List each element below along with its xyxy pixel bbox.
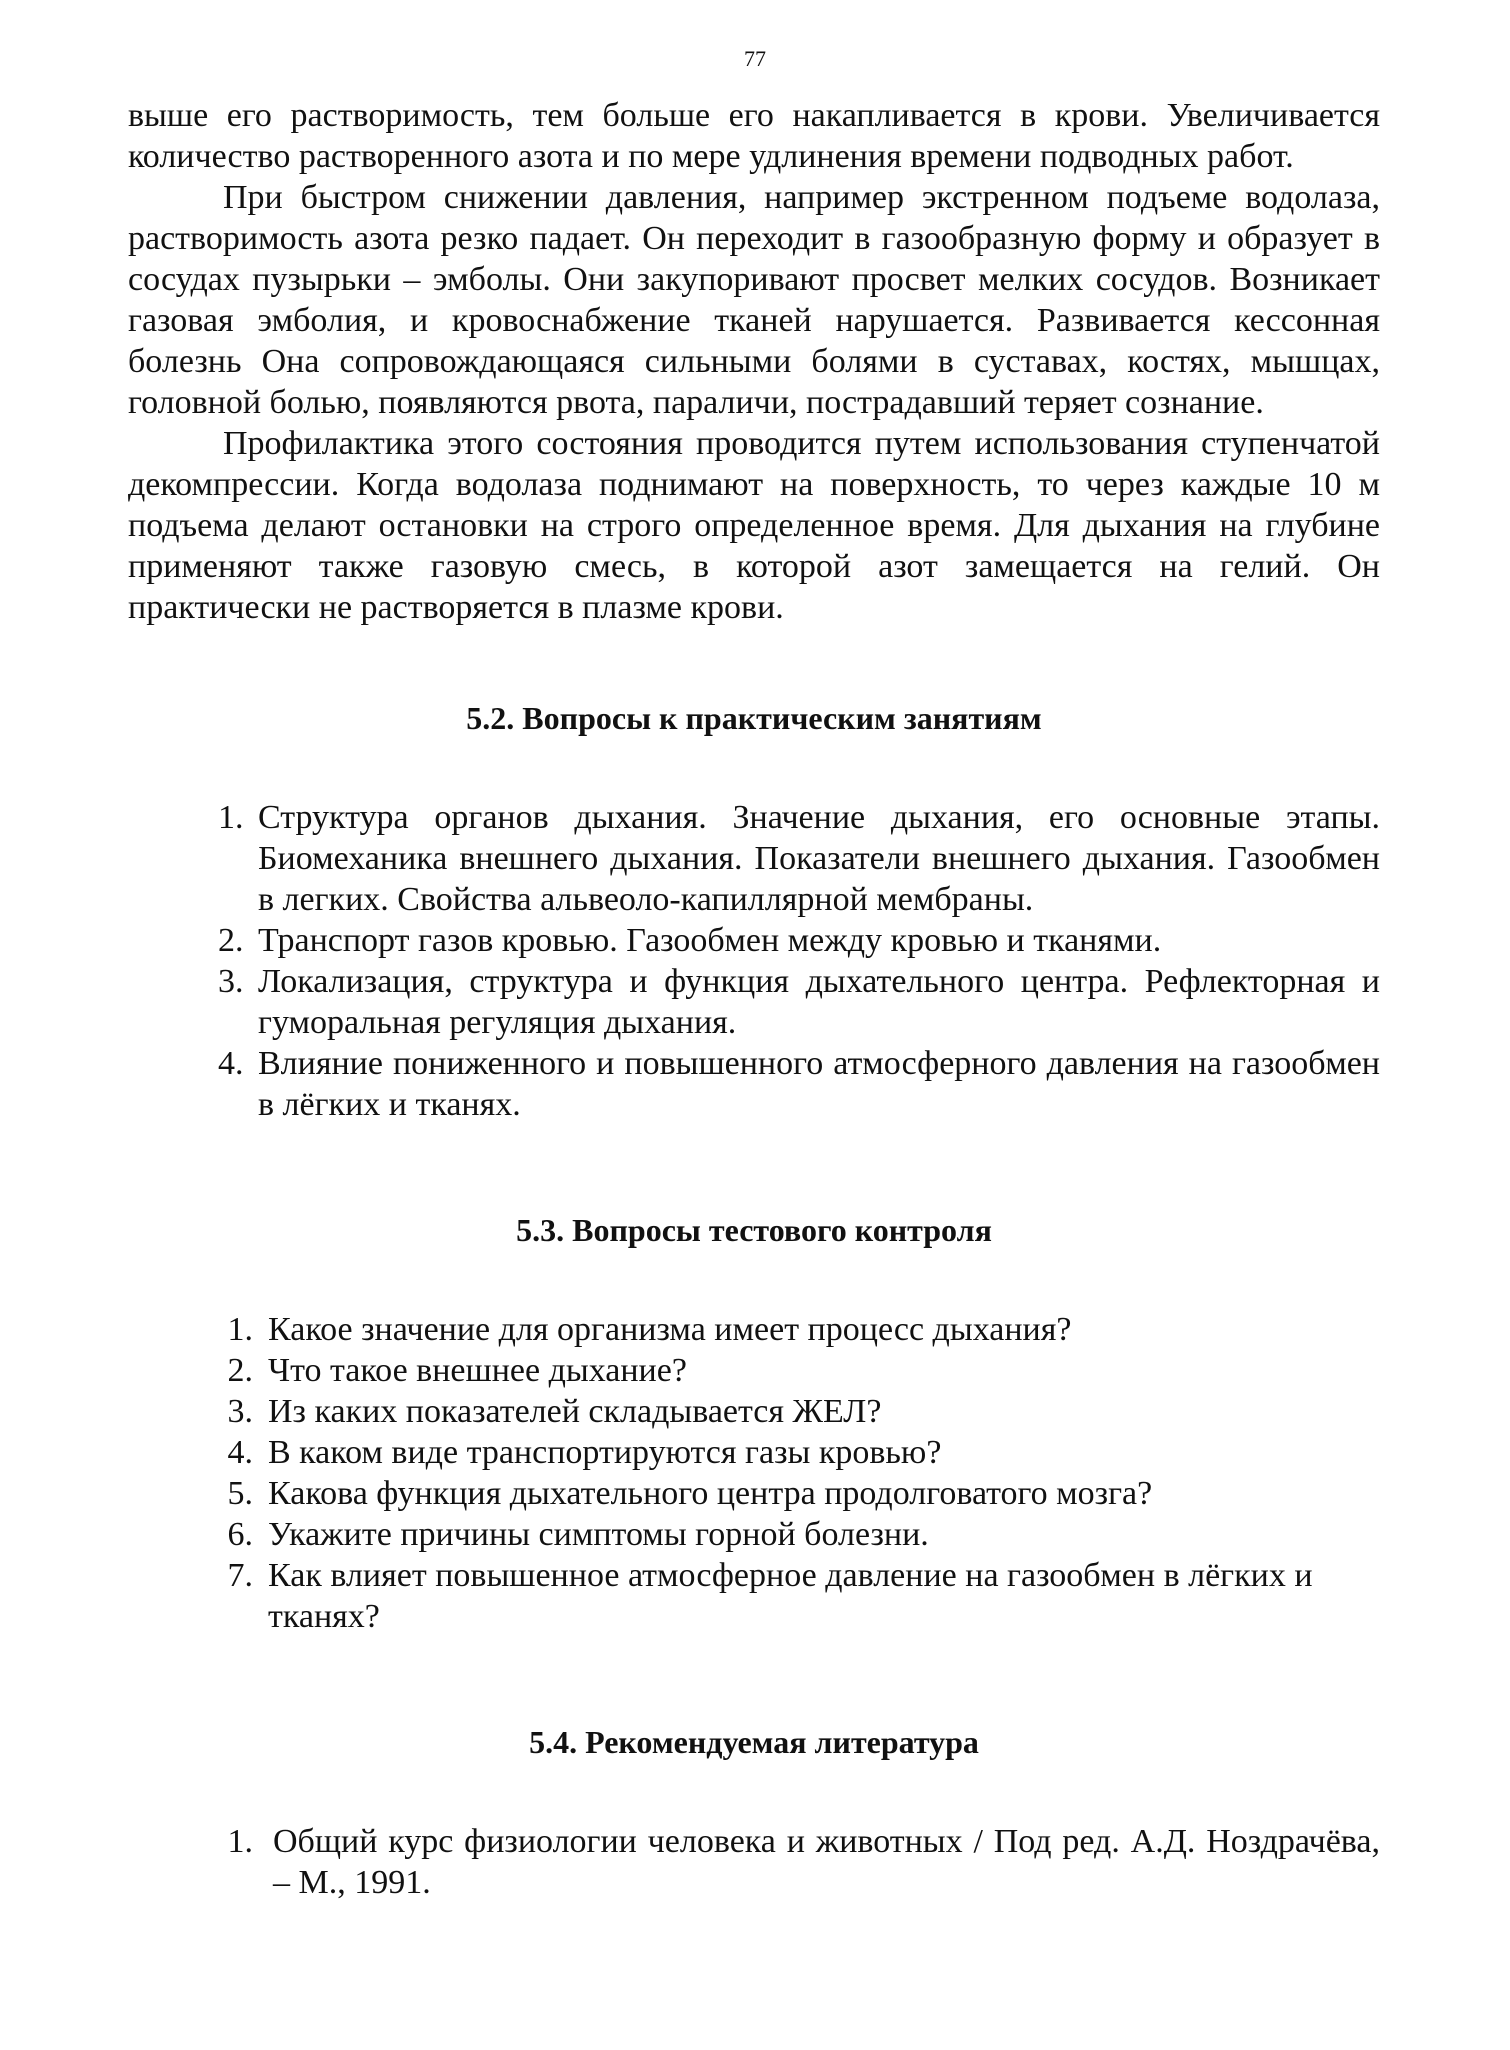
section-heading-5-3: 5.3. Вопросы тестового контроля (516, 1212, 992, 1248)
list-item-number: 1. (227, 1311, 253, 1348)
list-item (213, 1514, 1380, 1555)
paragraph-3: Профилактика этого состояния проводится путем использования ступенчатой декомпрессии. Когда водолаза поднимают на поверхность, то через каждые 10 м подъема делают остановки на строго определенное время. Для дыхания на глубине применяют также газовую смесь, в которой азот замещается на гелий. Он практически не растворяется в плазме крови. (128, 425, 1380, 626)
list-item-text: В каком виде транспортируются газы кровью? (268, 1434, 942, 1471)
list-item-text: Укажите причины симптомы горной болезни. (268, 1516, 929, 1553)
recommended-literature-list (128, 1821, 1380, 1903)
list-item-number: 6. (227, 1516, 253, 1553)
list-item-text: Влияние пониженного и повышенного атмосферного давления на газообмен в лёгких и тканях. (258, 1045, 1380, 1123)
list-item-text: Структура органов дыхания. Значение дыхания, его основные этапы. Биомеханика внешнего дыхания. Показатели внешнего дыхания. Газообмен в легких. Свойства альвеоло-капиллярной мембраны. (258, 799, 1380, 918)
list-item-number: 3. (218, 963, 244, 1000)
list-item-text: Как влияет повышенное атмосферное давление на газообмен в лёгких и тканях? (268, 1557, 1313, 1635)
list-item-text: Из каких показателей складывается ЖЕЛ? (268, 1393, 882, 1430)
list-item-number: 1. (218, 799, 244, 836)
section-heading-5-2: 5.2. Вопросы к практическим занятиям (466, 700, 1042, 736)
list-item-text: Локализация, структура и функция дыхательного центра. Рефлекторная и гуморальная регуляция дыхания. (258, 963, 1380, 1041)
list-item-number: 1. (227, 1823, 253, 1860)
list-item (213, 1555, 1380, 1637)
list-item-number: 7. (227, 1557, 253, 1594)
test-questions-list (128, 1309, 1380, 1637)
page-number: 77 (744, 46, 766, 71)
list-item (218, 961, 1380, 1043)
list-item-text: Какое значение для организма имеет процесс дыхания? (268, 1311, 1072, 1348)
list-item-number: 2. (227, 1352, 253, 1389)
list-item-number: 2. (218, 922, 244, 959)
section-heading-5-4: 5.4. Рекомендуемая литература (529, 1724, 979, 1760)
list-item (218, 920, 1380, 961)
list-item (218, 1043, 1380, 1125)
paragraph-1: выше его растворимость, тем больше его накапливается в крови. Увеличивается количество растворенного азота и по мере удлинения времени подводных работ. (128, 97, 1380, 175)
list-item-number: 3. (227, 1393, 253, 1430)
list-item-number: 5. (227, 1475, 253, 1512)
list-item (213, 1473, 1380, 1514)
list-item (218, 797, 1380, 920)
list-item-number: 4. (218, 1045, 244, 1082)
page-body (128, 95, 1380, 1903)
list-item (213, 1391, 1380, 1432)
list-item-number: 4. (227, 1434, 253, 1471)
practical-questions-list (128, 797, 1380, 1125)
list-item (213, 1309, 1380, 1350)
list-item (213, 1821, 1380, 1903)
list-item-text: Что такое внешнее дыхание? (268, 1352, 687, 1389)
list-item-text: Какова функция дыхательного центра продолговатого мозга? (268, 1475, 1153, 1512)
list-item (213, 1350, 1380, 1391)
list-item-text: Общий курс физиологии человека и животных / Под ред. А.Д. Ноздрачёва, – М., 1991. (273, 1823, 1380, 1901)
paragraph-2: При быстром снижении давления, например экстренном подъеме водолаза, растворимость азота резко падает. Он переходит в газообразную форму и образует в сосудах пузырьки – эмболы. Они закупоривают просвет мелких сосудов. Возникает газовая эмболия, и кровоснабжение тканей нарушается. Развивается кессонная болезнь Она сопровождающаяся сильными болями в суставах, костях, мышцах, головной болью, появляются рвота, параличи, пострадавший теряет сознание. (128, 179, 1380, 421)
list-item-text: Транспорт газов кровью. Газообмен между кровью и тканями. (258, 922, 1162, 959)
list-item (213, 1432, 1380, 1473)
